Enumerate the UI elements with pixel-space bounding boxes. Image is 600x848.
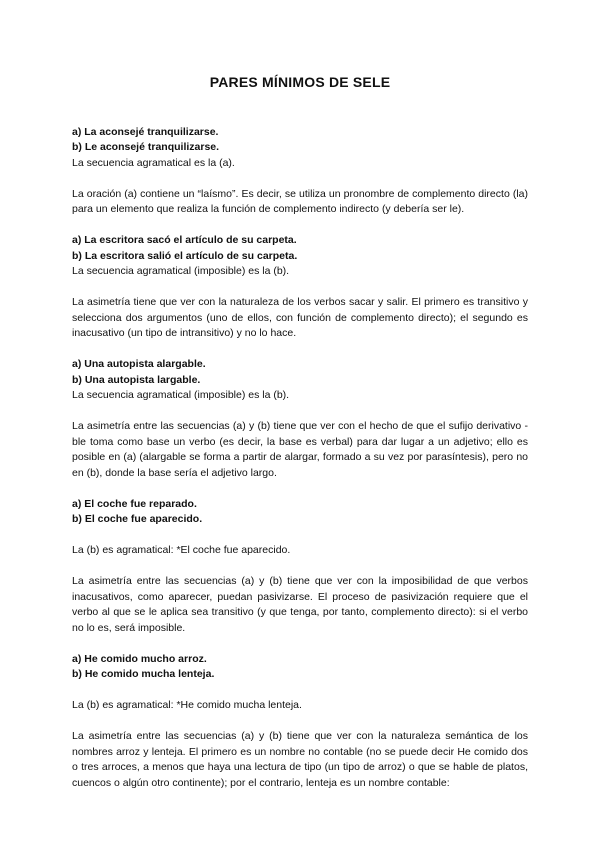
verdict: La secuencia agramatical (imposible) es la (b).: [72, 389, 290, 401]
example-b: b) Le aconsejé tranquilizarse.: [72, 141, 220, 153]
verdict: La secuencia agramatical es la (a).: [72, 156, 235, 169]
example-b: b) Una autopista largable.: [72, 373, 201, 386]
example-b: b) La escritora salió el artículo de su carpeta.: [72, 249, 298, 262]
verdict: La secuencia agramatical (imposible) es la (b).: [72, 265, 290, 277]
section-5: [72, 652, 528, 792]
example-a: a) He comido mucho arroz.: [72, 652, 207, 665]
page-title: PARES MÍNIMOS DE SELE: [209, 74, 391, 90]
verdict: La (b) es agramatical: *He comido mucha lenteja.: [72, 699, 302, 711]
verdict: La (b) es agramatical: *El coche fue aparecido.: [72, 544, 291, 556]
explanation: La oración (a) contiene un “laísmo”. Es decir, se utiliza un pronombre de complemento directo (la) para un elemento que realiza la función de complemento indirecto (y debería ser le).: [72, 187, 528, 215]
section-4: [72, 497, 528, 637]
example-a: a) La escritora sacó el artículo de su carpeta.: [72, 234, 297, 246]
section-1: [72, 125, 528, 218]
example-a: a) El coche fue reparado.: [72, 497, 197, 510]
example-a: a) Una autopista alargable.: [72, 358, 206, 370]
example-b: b) El coche fue aparecido.: [72, 513, 203, 525]
section-2: [72, 233, 528, 342]
explanation: La asimetría entre las secuencias (a) y (b) tiene que ver con la imposibilidad de que verbos inacusativos, como aparecer, puedan pasivizarse. El proceso de pasivización requiere que el verbo al que se le aplica sea transitivo (y que tenga, por tanto, complemento directo): si el verbo no lo es, será imposible.: [72, 575, 528, 634]
example-b: b) He comido mucha lenteja.: [72, 668, 215, 680]
explanation: La asimetría entre las secuencias (a) y (b) tiene que ver con el hecho de que el sufijo derivativo -ble toma como base un verbo (es decir, la base es verbal) para dar lugar a un adjetivo; ello es posible en (a) (alargable se forma a partir de alargar, formado a su vez por parasíntesis), pero no en (b), donde la base sería el adjetivo largo.: [72, 420, 528, 479]
section-3: [72, 357, 528, 481]
example-a: a) La aconsejé tranquilizarse.: [72, 125, 219, 138]
explanation: La asimetría tiene que ver con la naturaleza de los verbos sacar y salir. El primero es transitivo y selecciona dos argumentos (uno de ellos, con función de complemento directo); el segundo es inacusativo (un tipo de intransitivo) y no lo hace.: [72, 296, 528, 339]
explanation: La asimetría entre las secuencias (a) y (b) tiene que ver con la naturaleza semántica de los nombres arroz y lenteja. El primero es un nombre no contable (no se puede decir He comido dos o tres arroces, a menos que haya una lectura de tipo (un tipo de arroz) o que se hable de platos, cuencos o algún otro continente); por el contrario, lenteja es un nombre contable:: [72, 730, 528, 789]
